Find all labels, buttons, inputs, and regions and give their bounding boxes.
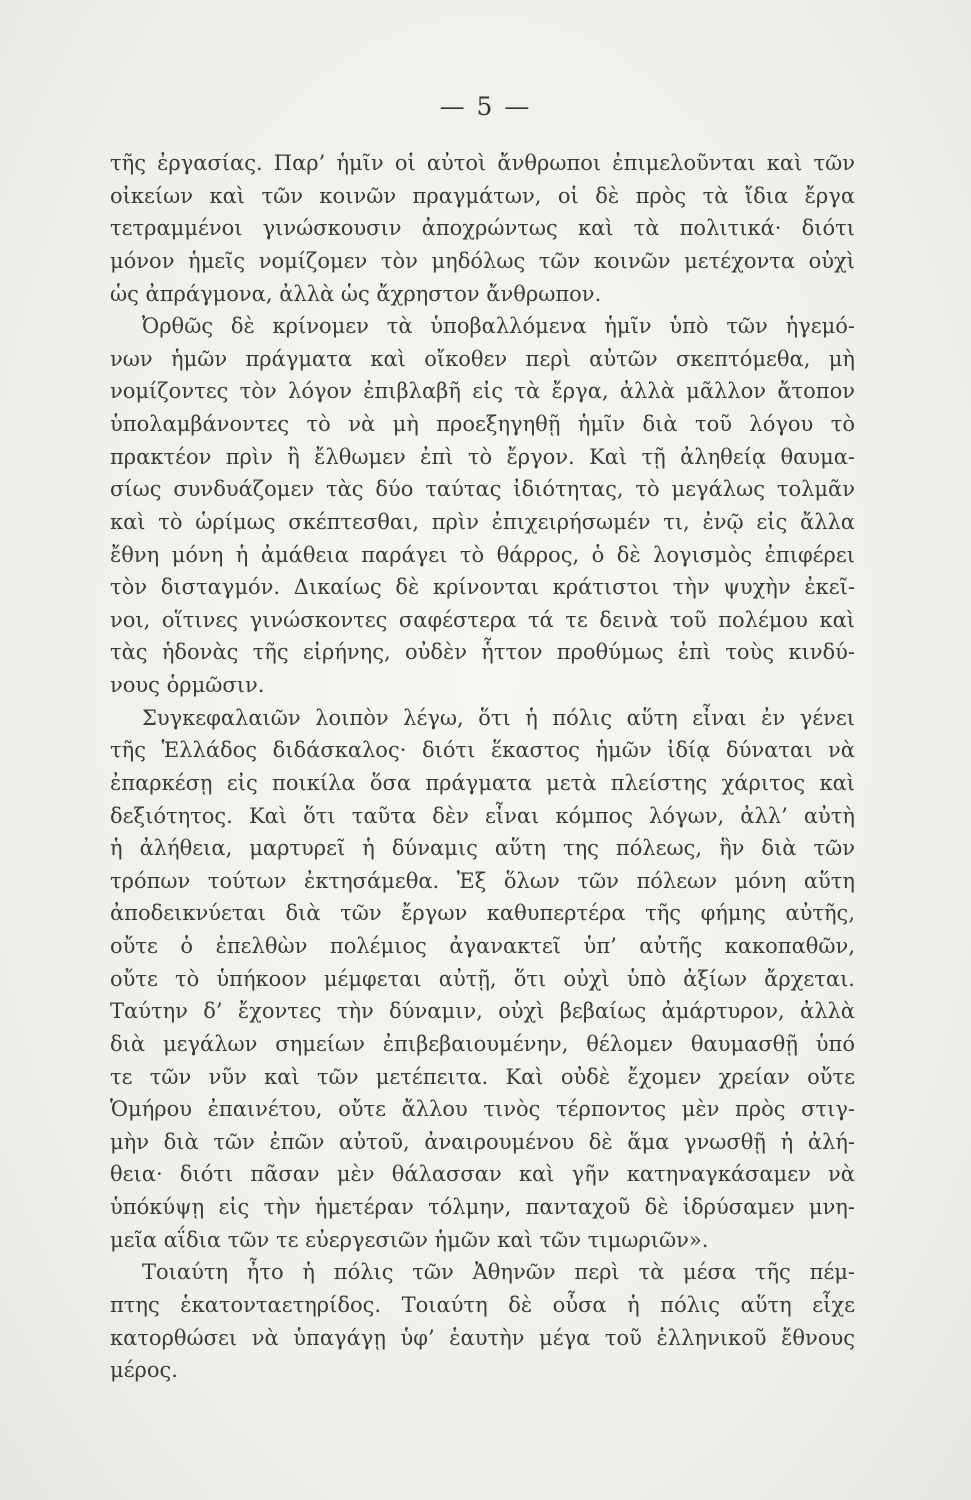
text-line: ὑπόκύψῃ εἰς τὴν ἡμετέραν τόλμην, πανταχοῦ δὲ ἱδρύσαμεν μνη- <box>110 1195 855 1219</box>
text-line: ὑπολαμβάνοντες τὸ νὰ μὴ προεξηγηθῇ ἡμῖν διὰ τοῦ λόγου τὸ <box>110 412 855 436</box>
text-line: τρόπων τούτων ἐκτησάμεθα. Ἐξ ὅλων τῶν πόλεων μόνη αὕτη <box>110 868 855 893</box>
text-line: ἐπαρκέσῃ εἰς ποικίλα ὅσα πράγματα μετὰ πλείστης χάριτος καὶ <box>110 770 855 795</box>
text-line: οὔτε ὁ ἐπελθὼν πολέμιος ἀγανακτεῖ ὑπ’ αὐτῆς κακοπαθῶν, <box>110 934 855 958</box>
text-line: μόνον ἡμεῖς νομίζομεν τὸν μηδόλως τῶν κοινῶν μετέχοντα οὐχὶ <box>110 248 855 273</box>
text-line: τὸν δισταγμόν. Δικαίως δὲ κρίνονται κράτιστοι τὴν ψυχὴν ἐκεῖ- <box>110 575 855 600</box>
text-line: Συγκεφαλαιῶν λοιπὸν λέγω, ὅτι ἡ πόλις αὕτη εἶναι ἐν γένει <box>142 705 855 730</box>
text-line: νομίζοντες τὸν λόγον ἐπιβλαβῆ εἰς τὰ ἔργα, ἀλλὰ μᾶλλον ἄτοπον <box>110 379 855 404</box>
text-line: ἀποδεικνύεται διὰ τῶν ἔργων καθυπερτέρα τῆς φήμης αὐτῆς, <box>110 901 855 926</box>
text-line: ὡς ἀπράγμονα, ἀλλὰ ὡς ἄχρηστον ἄνθρωπον. <box>110 281 602 306</box>
body-text <box>110 147 855 1387</box>
text-line: καὶ τὸ ὡρίμως σκέπτεσθαι, πρὶν ἐπιχειρήσωμέν τι, ἐνῷ εἰς ἄλλα <box>110 509 855 534</box>
text-line: Τοιαύτη ἦτο ἡ πόλις τῶν Ἀθηνῶν περὶ τὰ μέσα τῆς πέμ- <box>142 1260 855 1285</box>
text-line: τῆς Ἑλλάδος διδάσκαλος· διότι ἕκαστος ἡμῶν ἰδίᾳ δύναται νὰ <box>110 738 855 763</box>
text-line: πρακτέον πρὶν ἢ ἔλθωμεν ἐπὶ τὸ ἔργον. Καὶ τῇ ἀληθείᾳ θαυμα- <box>110 444 855 469</box>
text-line: ἡ ἀλήθεια, μαρτυρεῖ ἡ δύναμις αὕτη της πόλεως, ἣν διὰ τῶν <box>110 836 855 861</box>
text-line: Ὁμήρου ἐπαινέτου, οὔτε ἄλλου τινὸς τέρποντος μὲν πρὸς στιγ- <box>110 1097 855 1122</box>
text-line: σίως συνδυάζομεν τὰς δύο ταύτας ἰδιότητας, τὸ μεγάλως τολμᾶν <box>110 477 855 502</box>
text-line: πτης ἑκατονταετηρίδος. Τοιαύτη δὲ οὖσα ἡ πόλις αὕτη εἶχε <box>110 1292 855 1317</box>
text-line: μέρος. <box>110 1358 178 1383</box>
text-line: δεξιότητος. Καὶ ὅτι ταῦτα δὲν εἶναι κόμπος λόγων, ἀλλ’ αὐτὴ <box>110 803 855 828</box>
text-line: οὔτε τὸ ὑπήκοον μέμφεται αὐτῇ, ὅτι οὐχὶ ὑπὸ ἀξίων ἄρχεται. <box>110 966 855 991</box>
text-line: νοι, οἵτινες γινώσκοντες σαφέστερα τά τε δεινὰ τοῦ πολέμου καὶ <box>110 607 855 632</box>
text-line: νων ἡμῶν πράγματα καὶ οἴκοθεν περὶ αὐτῶν σκεπτόμεθα, μὴ <box>110 346 855 371</box>
text-line: ἔθνη μόνη ἡ ἀμάθεια παράγει τὸ θάρρος, ὁ δὲ λογισμὸς ἐπιφέρει <box>110 542 855 567</box>
text-line: τὰς ἡδονὰς τῆς εἰρήνης, οὐδὲν ἧττον προθύμως ἐπὶ τοὺς κινδύ- <box>110 640 855 665</box>
text-line: μεῖα αΐδια τῶν τε εὐεργεσιῶν ἡμῶν καὶ τῶν τιμωριῶν». <box>110 1227 709 1252</box>
text-line: διὰ μεγάλων σημείων ἐπιβεβαιουμένην, θέλομεν θαυμασθῇ ὑπό <box>110 1031 855 1056</box>
text-line: τετραμμένοι γινώσκουσιν ἀποχρώντως καὶ τὰ πολιτικά· διότι <box>110 216 855 241</box>
text-line: Ταύτην δ’ ἔχοντες τὴν δύναμιν, οὐχὶ βεβαίως ἀμάρτυρον, ἀλλὰ <box>110 999 855 1024</box>
text-line: κατορθώσει νὰ ὑπαγάγῃ ὑφ’ ἑαυτὴν μέγα τοῦ ἑλληνικοῦ ἔθνους <box>110 1325 855 1350</box>
text-line: θεια· διότι πᾶσαν μὲν θάλασσαν καὶ γῆν κατηναγκάσαμεν νὰ <box>110 1162 855 1187</box>
text-line: τῆς ἐργασίας. Παρ’ ἡμῖν οἱ αὐτοὶ ἄνθρωποι ἐπιμελοῦνται καὶ τῶν <box>110 151 855 175</box>
text-line: μὴν διὰ τῶν ἐπῶν αὐτοῦ, ἀναιρουμένου δὲ ἅμα γνωσθῇ ἡ ἀλή- <box>110 1129 855 1154</box>
text-line: οἰκείων καὶ τῶν κοινῶν πραγμάτων, οἱ δὲ πρὸς τὰ ἴδια ἔργα <box>110 183 855 208</box>
text-line: Ὀρθῶς δὲ κρίνομεν τὰ ὑποβαλλόμενα ἡμῖν ὑπὸ τῶν ἡγεμό- <box>142 314 855 339</box>
text-line: νους ὁρμῶσιν. <box>110 673 265 697</box>
text-line: τε τῶν νῦν καὶ τῶν μετέπειτα. Καὶ οὐδὲ ἔχομεν χρείαν οὔτε <box>110 1064 855 1089</box>
page-number: — 5 — <box>439 92 532 121</box>
